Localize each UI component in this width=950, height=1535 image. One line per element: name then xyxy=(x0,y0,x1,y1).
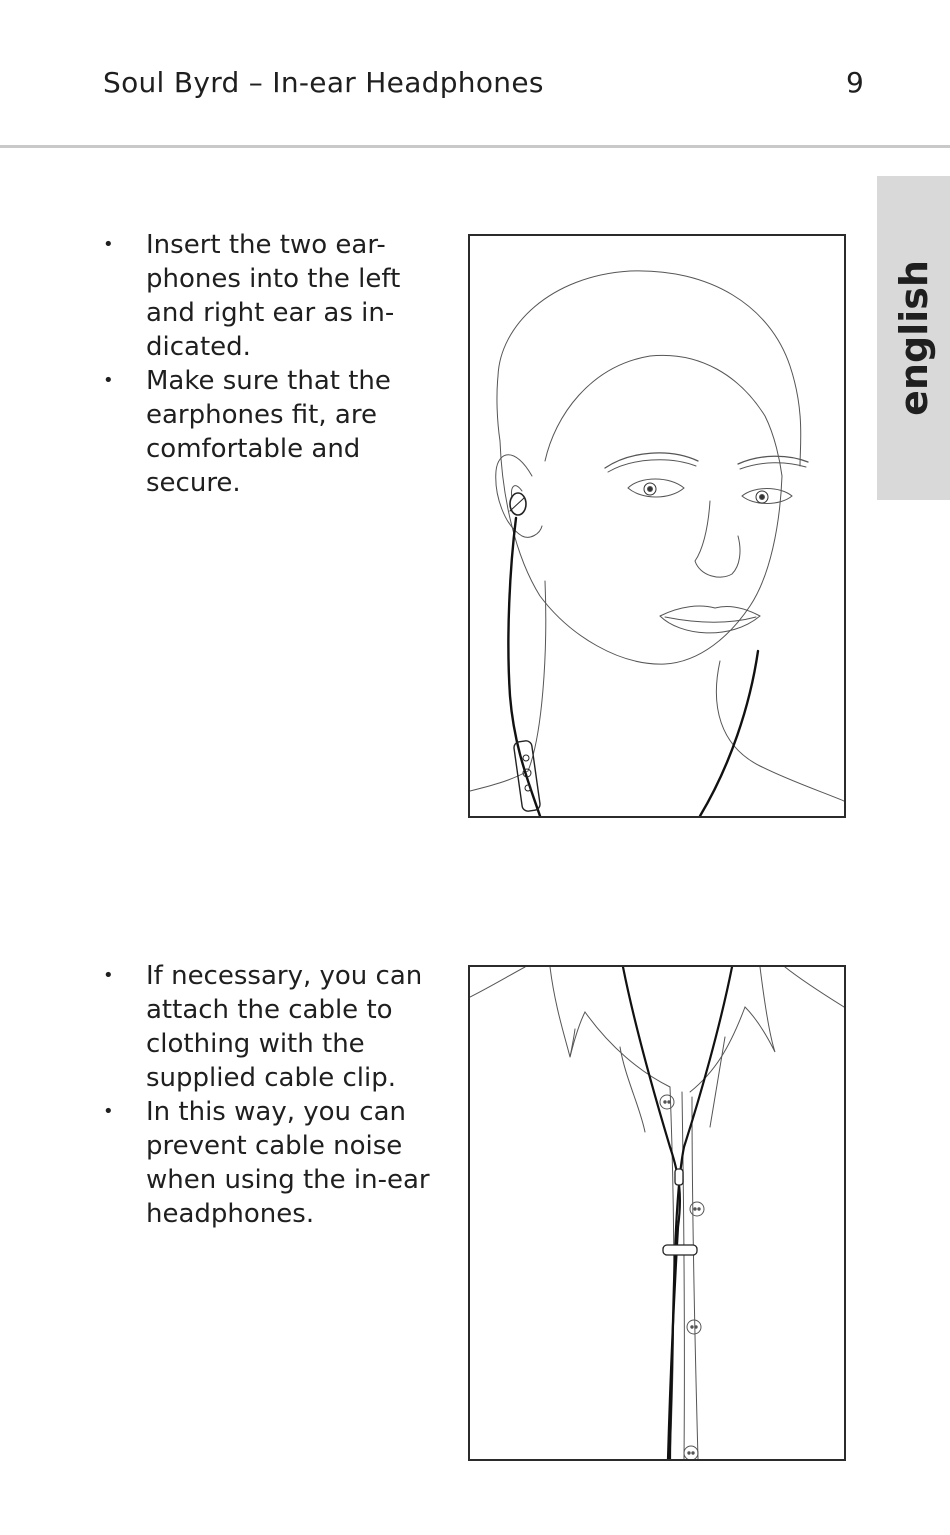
page-title: Soul Byrd – In-ear Headphones xyxy=(103,66,544,99)
instruction-list-wearing xyxy=(103,228,443,500)
list-item: • In this way, you can prevent cable noise when using the in-ear headphones. xyxy=(103,1095,443,1231)
woman-wearing-earphones-icon xyxy=(468,234,846,818)
page-number: 9 xyxy=(846,66,864,99)
list-item: • If necessary, you can attach the cable to clothing with the supplied cable clip. xyxy=(103,959,443,1095)
header-divider xyxy=(0,145,950,148)
language-tab-label: english xyxy=(891,260,936,416)
language-tab xyxy=(877,176,950,500)
shirt-with-cable-clip-icon xyxy=(468,965,846,1461)
list-item: • Make sure that the earphones fit, are comfortable and secure. xyxy=(103,364,443,500)
list-item: • Insert the two ear-phones into the left and right ear as in-dicated. xyxy=(103,228,443,364)
instruction-list-cable-clip xyxy=(103,959,443,1231)
